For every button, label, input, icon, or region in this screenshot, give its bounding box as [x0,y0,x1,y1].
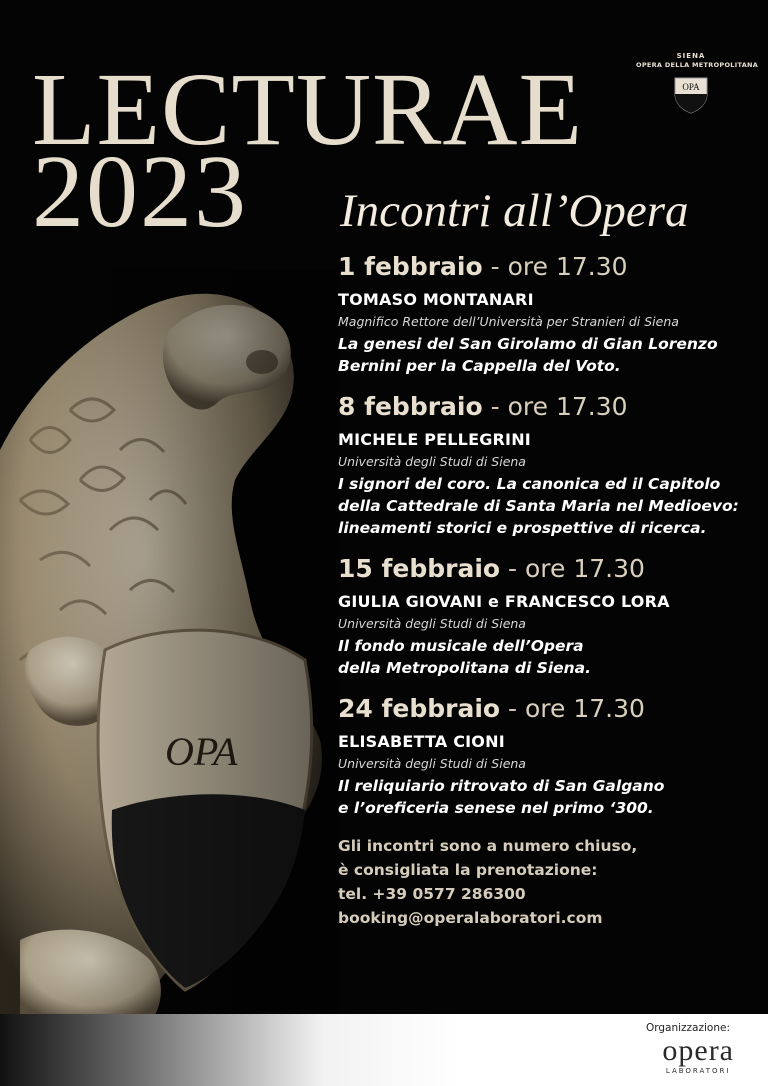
booking-note-2: è consigliata la prenotazione: [338,861,598,879]
event-talk-title: Il fondo musicale dell’Opera della Metropolitana di Siena. [338,637,592,677]
event-speaker: TOMASO MONTANARI [338,290,534,309]
lion-statue-image [0,270,340,1030]
event-item [338,694,758,819]
event-time: ore 17.30 [524,694,645,723]
logo-name: OPERA DELLA METROPOLITANA [636,61,759,69]
event-talk-title: Il reliquiario ritrovato di San Galgano e l’oreficeria senese nel primo ‘300. [338,777,665,817]
event-date-line: 1 febbraio - ore 17.30 [338,252,628,281]
svg-text:OPA: OPA [682,82,700,92]
shield-emblem-icon [673,74,709,114]
event-item [338,252,758,377]
booking-phone[interactable]: tel. +39 0577 286300 [338,885,526,903]
opera-laboratori-logo [662,1036,734,1075]
event-time: ore 17.30 [524,554,645,583]
organization-label: Organizzazione: [645,1022,730,1034]
event-affiliation: Magnifico Rettore dell’Università per Stranieri di Siena [338,314,679,329]
event-speaker: GIULIA GIOVANI e FRANCESCO LORA [338,592,670,611]
opera-metropolitana-logo [636,52,759,118]
title-year: 2023 [32,134,248,249]
event-talk-title: I signori del coro. La canonica ed il Capitolo della Cattedrale di Santa Maria nel Medioevo: lineamenti storici e prospettive di ricerca. [338,475,739,537]
event-speaker: ELISABETTA CIONI [338,732,505,751]
event-affiliation: Università degli Studi di Siena [338,454,526,469]
event-date-line: 24 febbraio - ore 17.30 [338,694,645,723]
org-sub: LABORATORI [665,1067,731,1075]
event-date: 8 febbraio [338,392,483,421]
logo-city: SIENA [676,52,706,60]
booking-info [338,834,758,930]
event-date: 15 febbraio [338,554,501,583]
event-speaker: MICHELE PELLEGRINI [338,430,531,449]
org-name: opera [662,1034,734,1067]
booking-note-1: Gli incontri sono a numero chiuso, [338,837,638,855]
events-list [338,252,758,930]
booking-email-link[interactable]: booking@operalaboratori.com [338,909,603,927]
event-affiliation: Università degli Studi di Siena [338,756,526,771]
event-date: 24 febbraio [338,694,501,723]
event-item [338,554,758,679]
event-time: ore 17.30 [507,252,628,281]
event-date-line: 8 febbraio - ore 17.30 [338,392,628,421]
event-item [338,392,758,539]
event-talk-title: La genesi del San Girolamo di Gian Lorenzo Bernini per la Cappella del Voto. [338,335,718,375]
title-lecturae: LECTURAE [32,52,584,167]
event-time: ore 17.30 [507,392,628,421]
subtitle: Incontri all’Opera [340,185,689,237]
event-date: 1 febbraio [338,252,483,281]
event-affiliation: Università degli Studi di Siena [338,616,526,631]
event-date-line: 15 febbraio - ore 17.30 [338,554,645,583]
